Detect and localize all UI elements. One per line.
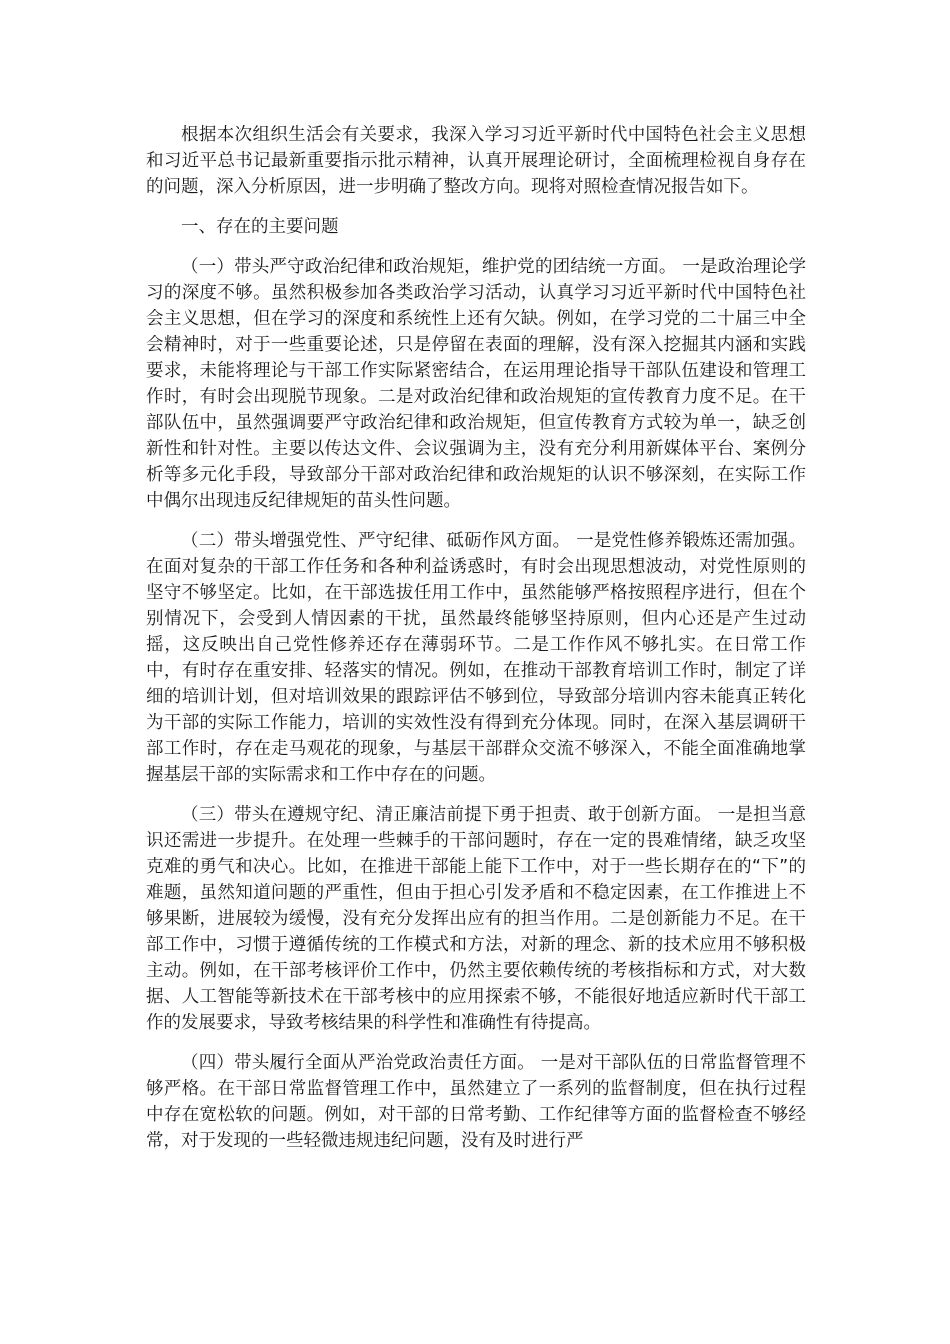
item-paragraph-4: [146, 1050, 806, 1154]
item-lead-3: （三）带头在遵规守纪、清正廉洁前提下勇于担责、敢于创新方面。: [181, 805, 712, 825]
item-lead-2: （二）带头增强党性、严守纪律、砥砺作风方面。: [181, 531, 571, 551]
item-paragraph-2: [146, 528, 806, 788]
item-body-2: 一是党性修养锻炼还需加强。在面对复杂的干部工作任务和各种利益诱惑时，有时会出现思想波动，对党性原则的坚守不够坚定。比如，在干部选拔任用工作中，虽然能够严格按照程序进行，但在个别情况下，会受到人情因素的干扰，虽然最终能够坚持原则，但内心还是产生过动摇，这反映出自己党性修养还存在薄弱环节。二是工作作风不够扎实。在日常工作中，有时存在重安排、轻落实的情况。例如，在推动干部教育培训工作时，制定了详细的培训计划，但对培训效果的跟踪评估不够到位，导致部分培训内容未能真正转化为干部的实际工作能力，培训的实效性没有得到充分体现。同时，在深入基层调研干部工作时，存在走马观花的现象，与基层干部群众交流不够深入，不能全面准确地掌握基层干部的实际需求和工作中存在的问题。: [146, 531, 806, 785]
intro-paragraph: 根据本次组织生活会有关要求，我深入学习习近平新时代中国特色社会主义思想和习近平总书记最新重要指示批示精神，认真开展理论研讨，全面梳理检视自身存在的问题，深入分析原因，进一步明确了整改方向。现将对照检查情况报告如下。: [146, 125, 806, 197]
item-paragraph-1: [146, 254, 806, 514]
item-lead-1: （一）带头严守政治纪律和政治规矩，维护党的团结统一方面。: [181, 257, 677, 277]
item-paragraph-3: [146, 802, 806, 1036]
item-lead-4: （四）带头履行全面从严治党政治责任方面。: [181, 1053, 535, 1073]
item-body-3: 一是担当意识还需进一步提升。在处理一些棘手的干部问题时，存在一定的畏难情绪，缺乏攻坚克难的勇气和决心。比如，在推进干部能上能下工作中，对于一些长期存在的“下”的难题，虽然知道问题的严重性，但由于担心引发矛盾和不稳定因素，在工作推进上不够果断，进展较为缓慢，没有充分发挥出应有的担当作用。二是创新能力不足。在干部工作中，习惯于遵循传统的工作模式和方法，对新的理念、新的技术应用不够积极主动。例如，在干部考核评价工作中，仍然主要依赖传统的考核指标和方式，对大数据、人工智能等新技术在干部考核中的应用探索不够，不能很好地适应新时代干部工作的发展要求，导致考核结果的科学性和准确性有待提高。: [146, 805, 806, 1033]
section-heading: 一、存在的主要问题: [181, 217, 339, 237]
document-page: [146, 122, 806, 1168]
item-body-4: 一是对干部队伍的日常监督管理不够严格。在干部日常监督管理工作中，虽然建立了一系列的监督制度，但在执行过程中存在宽松软的问题。例如，对干部的日常考勤、工作纪律等方面的监督检查不够经常，对于发现的一些轻微违规违纪问题，没有及时进行严: [146, 1053, 807, 1151]
item-body-1: 一是政治理论学习的深度不够。虽然积极参加各类政治学习活动，认真学习习近平新时代中国特色社会主义思想，但在学习的深度和系统性上还有欠缺。例如，在学习党的二十届三中全会精神时，对于一些重要论述，只是停留在表面的理解，没有深入挖掘其内涵和实践要求，未能将理论与干部工作实际紧密结合，在运用理论指导干部队伍建设和管理工作时，有时会出现脱节现象。二是对政治纪律和政治规矩的宣传教育力度不足。在干部队伍中，虽然强调要严守政治纪律和政治规矩，但宣传教育方式较为单一，缺乏创新性和针对性。主要以传达文件、会议强调为主，没有充分利用新媒体平台、案例分析等多元化手段，导致部分干部对政治纪律和政治规矩的认识不够深刻，在实际工作中偶尔出现违反纪律规矩的苗头性问题。: [146, 257, 806, 511]
